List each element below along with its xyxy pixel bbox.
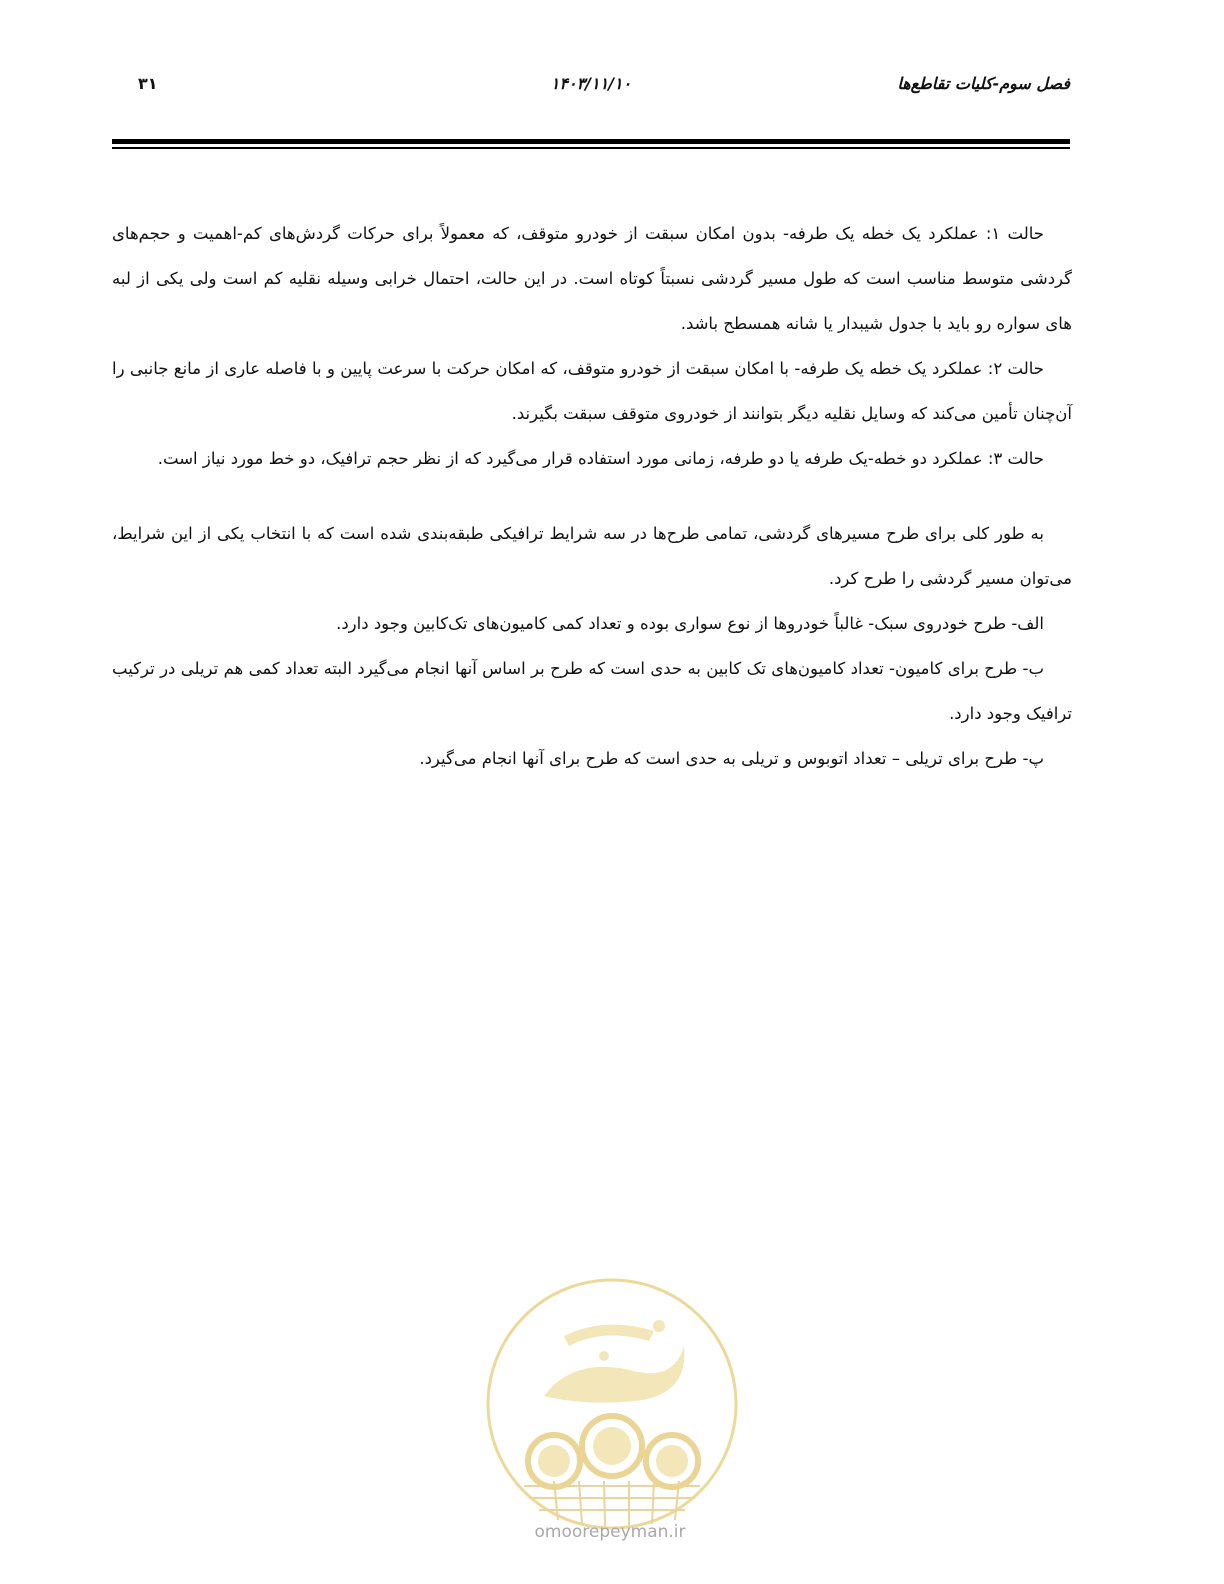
watermark-seal-logo: [484, 1276, 740, 1532]
page-number: ۳۱: [138, 74, 158, 93]
paragraph-case-3: حالت ۳: عملکرد دو خطه-یک طرفه یا دو طرفه، زمانی مورد استفاده قرار می‌گیرد که از نظر حجم ترافیک، دو خط مورد نیاز است.: [157, 449, 1044, 468]
paragraph-overview: به طور کلی برای طرح مسیرهای گردشی، تمامی طرح‌ها در سه شرایط ترافیکی طبقه‌بندی شده است که با انتخاب یکی از این شرایط، می‌توان مسیر گردشی را طرح کرد.: [112, 524, 1072, 588]
paragraph-case-1: حالت ۱: عملکرد یک خطه یک طرفه- بدون امکان سبقت از خودرو متوقف، که معمولاً برای حرکات گردش‌های کم-اهمیت و حجم‌های گردشی متوسط مناسب است که طول مسیر گردشی نسبتاً کوتاه است. در این حالت، احتمال خرابی وسیله نقلیه کم است ولی یکی از لبه های سواره رو باید با جدول شیبدار یا شانه همسطح باشد.: [112, 224, 1072, 333]
page-header: [112, 74, 1070, 104]
list-item-trailer: پ- طرح برای تریلی – تعداد اتوبوس و تریلی به حدی است که طرح برای آنها انجام می‌گیرد.: [419, 749, 1044, 768]
paragraph-spacer: [112, 481, 1072, 511]
watermark-site-url: omoorepeyman.ir: [534, 1522, 686, 1542]
list-item-truck: ب- طرح برای کامیون- تعداد کامیون‌های تک کابین به حدی است که طرح بر اساس آنها انجام می‌گیرد البته تعداد کمی هم تریلی در ترکیب ترافیک وجود دارد.: [112, 659, 1072, 723]
chapter-title: فصل سوم-کلیات تقاطع‌ها: [897, 74, 1070, 93]
header-rule-thick: [112, 139, 1070, 144]
list-item-light-vehicle: الف- طرح خودروی سبک- غالباً خودروها از نوع سواری بوده و تعداد کمی کامیون‌های تک‌کابین وجود دارد.: [336, 614, 1044, 633]
header-rule-thin: [112, 147, 1070, 149]
header-date: ۱۴۰۳/۱۱/۱۰: [550, 74, 632, 93]
paragraph-case-2: حالت ۲: عملکرد یک خطه یک طرفه- با امکان سبقت از خودرو متوقف، که امکان حرکت با سرعت پایین و با فاصله عاری از مانع جانبی را آن‌چنان تأمین می‌کند که وسایل نقلیه دیگر بتوانند از خودروی متوقف سبقت بگیرند.: [112, 359, 1072, 423]
body-text: [112, 211, 1072, 781]
